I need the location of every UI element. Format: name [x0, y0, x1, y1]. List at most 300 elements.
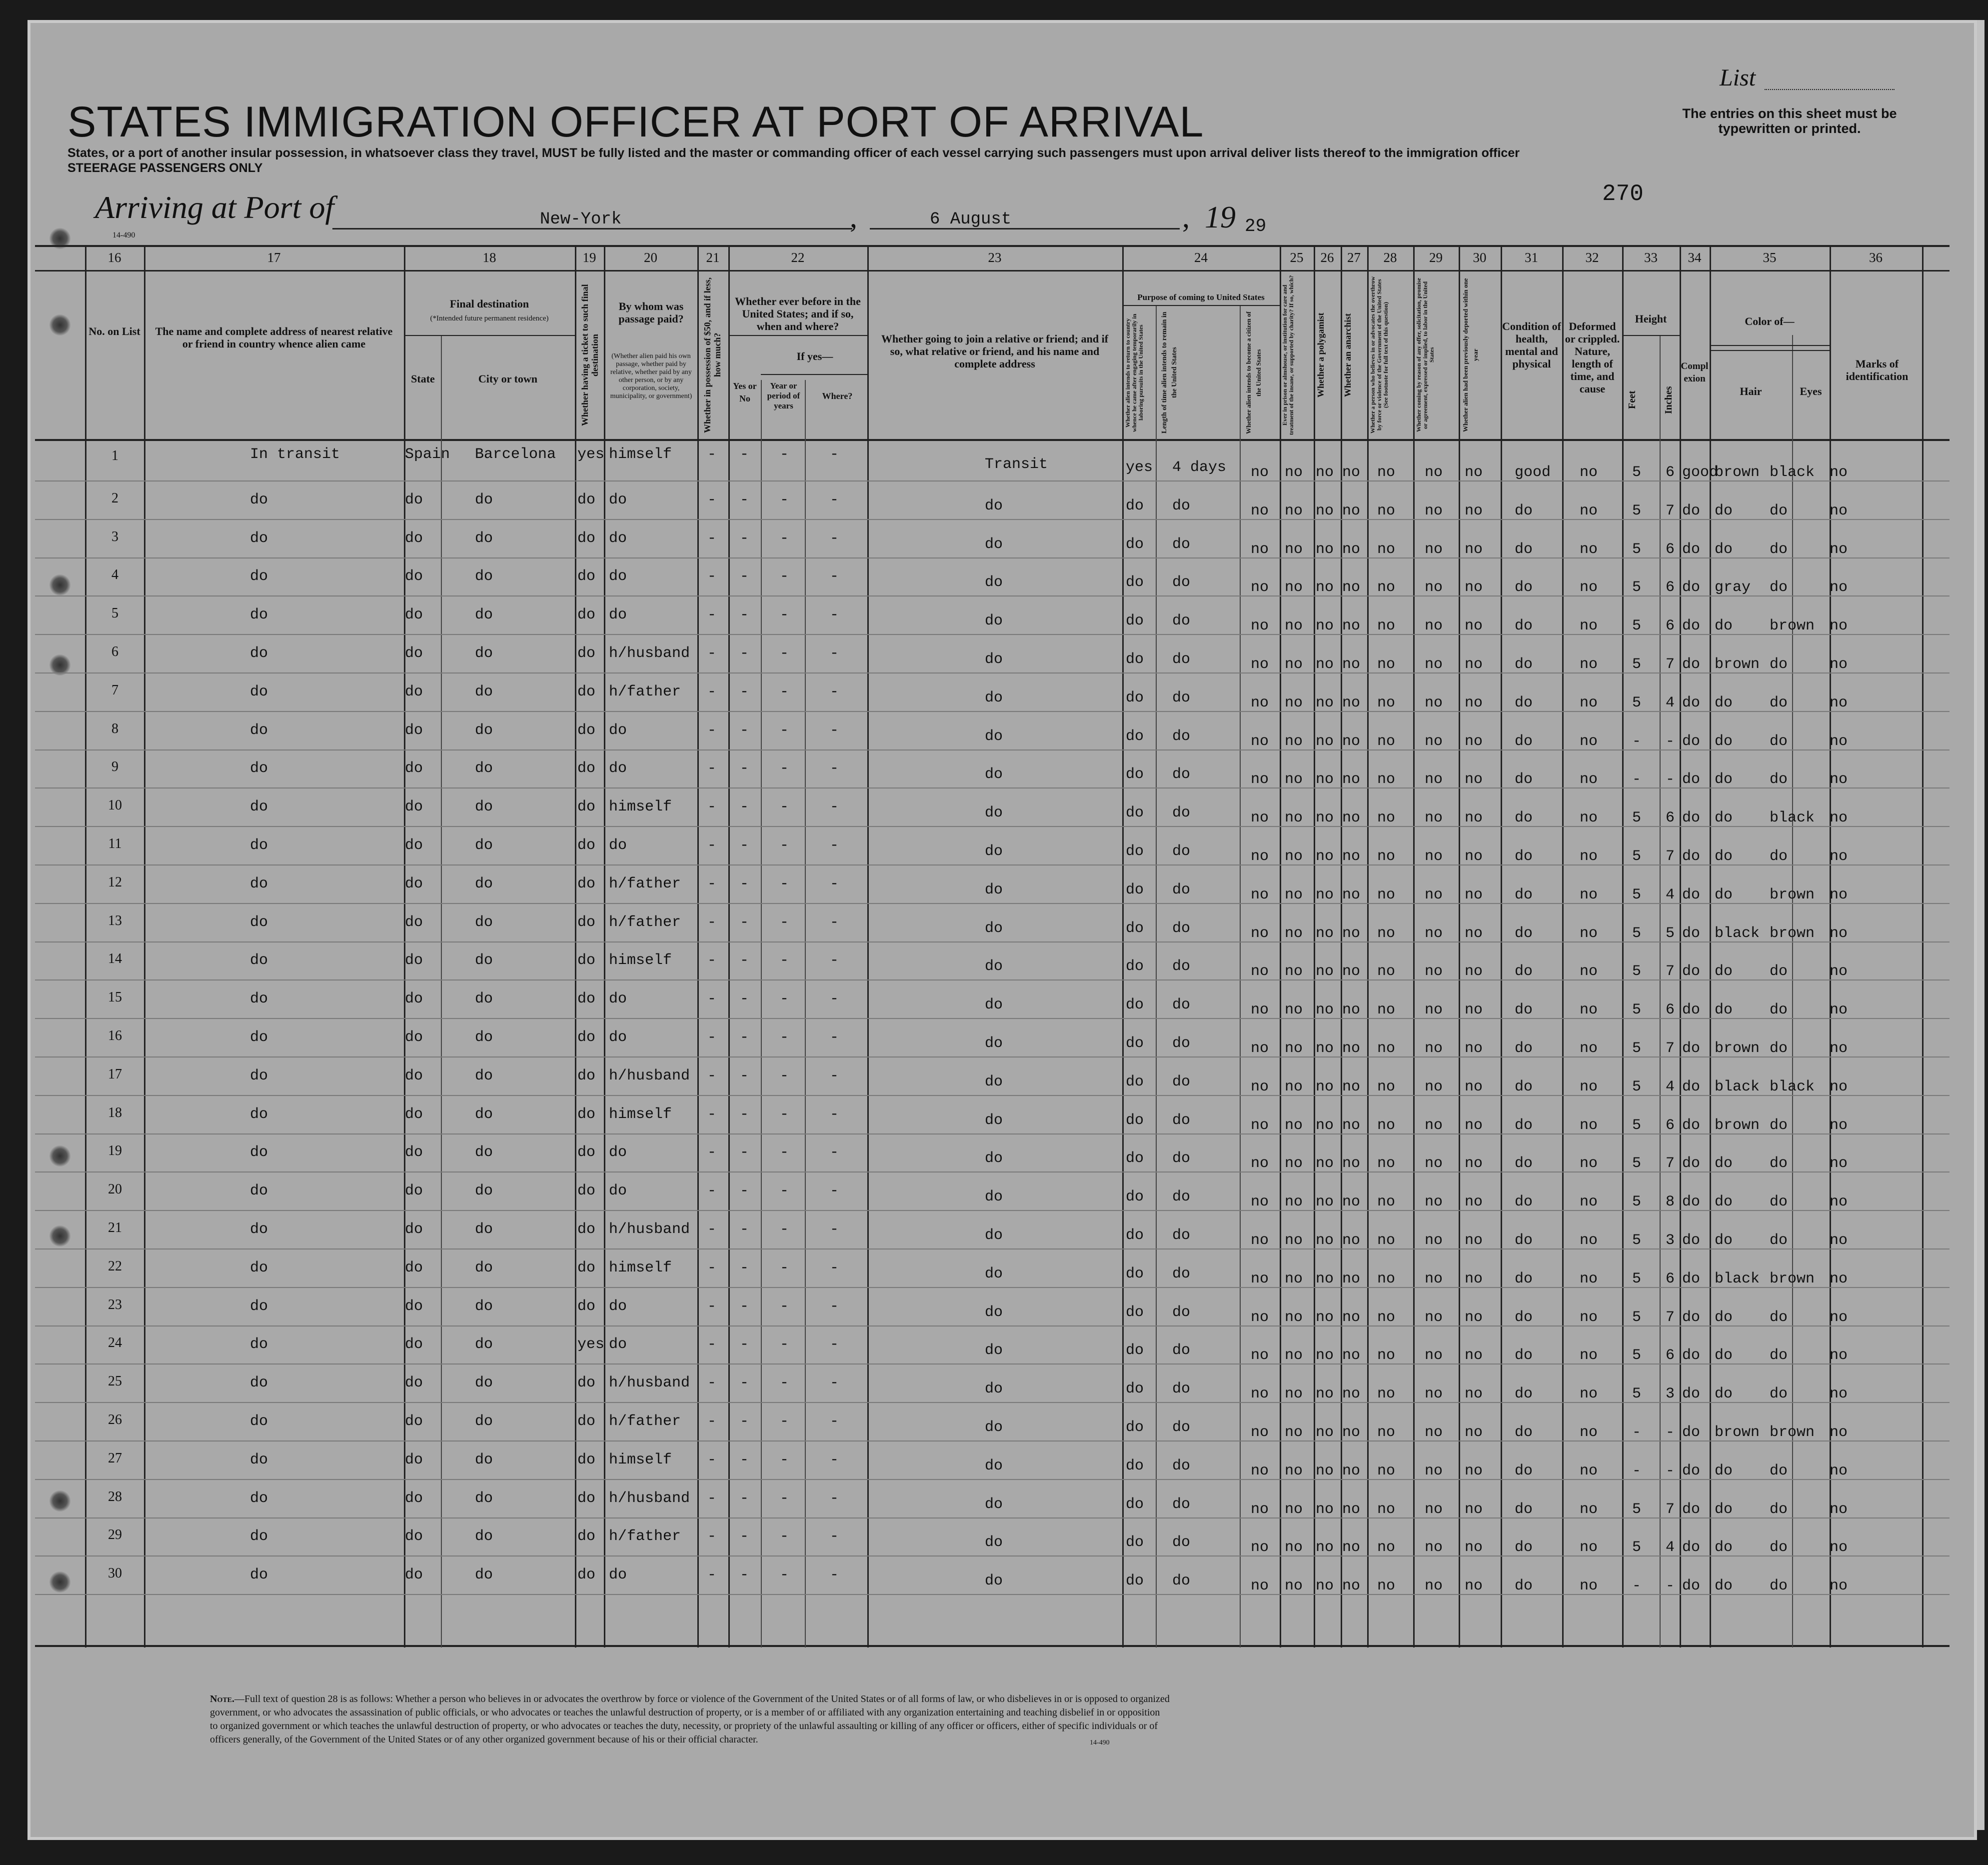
cell-feet: 5: [1632, 810, 1642, 826]
cell-before-yes-no: -: [740, 1182, 749, 1200]
cell-years: -: [780, 1452, 789, 1468]
cell-join-relative: Transit: [985, 456, 1048, 473]
cell-inches: 4: [1666, 886, 1675, 904]
cell-purpose-return: do: [1126, 1304, 1144, 1321]
cell-before-yes-no: -: [740, 1452, 749, 1468]
cell-anarchist: no: [1342, 1539, 1361, 1556]
cell-purpose-length: do: [1172, 1304, 1191, 1321]
cell-polygamist: no: [1316, 810, 1334, 826]
cell-state: Spain: [405, 446, 450, 463]
cell-contract-labor: no: [1425, 771, 1443, 788]
cell-before-yes-no: -: [740, 645, 749, 662]
cell-passage-paid: do: [609, 1298, 627, 1315]
cell-hair: do: [1715, 541, 1733, 558]
cell-eyes: do: [1770, 541, 1788, 558]
cell-purpose-citizen: no: [1251, 1501, 1269, 1518]
cell-deported: no: [1465, 1501, 1483, 1518]
table-rule: [761, 374, 867, 375]
cell-purpose-length: do: [1172, 536, 1191, 553]
cell-money: -: [707, 1068, 717, 1084]
cell-hair: do: [1715, 502, 1733, 520]
cell-join-relative: do: [985, 728, 1003, 745]
cell-feet: 5: [1632, 1194, 1642, 1210]
cell-join-relative: do: [985, 1342, 1003, 1359]
cell-before-yes-no: -: [740, 1298, 749, 1315]
cell-feet: 5: [1632, 1501, 1642, 1518]
cell-inches: 6: [1666, 464, 1675, 481]
table-row: [35, 636, 1950, 674]
cell-overthrow: no: [1377, 963, 1396, 980]
column-number: 23: [988, 250, 1002, 265]
cell-feet: -: [1632, 771, 1642, 788]
row-number: 16: [108, 1028, 122, 1044]
cell-complexion: do: [1682, 771, 1701, 788]
cell-overthrow: no: [1377, 1117, 1396, 1134]
cell-join-relative: do: [985, 1380, 1003, 1398]
cell-ticket: do: [577, 722, 596, 739]
cell-relative-address: do: [250, 530, 268, 547]
cell-deported: no: [1465, 656, 1483, 673]
cell-years: -: [780, 1068, 789, 1084]
cell-eyes: do: [1770, 502, 1788, 520]
cell-years: -: [780, 722, 789, 739]
cell-purpose-return: do: [1126, 690, 1144, 706]
cell-prison: no: [1285, 1002, 1303, 1018]
cell-complexion: do: [1682, 810, 1701, 826]
cell-state: do: [405, 1144, 423, 1161]
cell-overthrow: no: [1377, 618, 1396, 634]
cell-prison: no: [1285, 1424, 1303, 1441]
cell-passage-paid: h/husband: [609, 1221, 690, 1238]
cell-inches: 7: [1666, 1501, 1675, 1518]
cell-where: -: [830, 568, 839, 585]
cell-overthrow: no: [1377, 579, 1396, 596]
cell-city: do: [475, 1144, 493, 1161]
cell-purpose-citizen: no: [1251, 1155, 1269, 1172]
cell-purpose-return: yes: [1126, 459, 1153, 476]
cell-eyes: do: [1770, 1578, 1788, 1594]
cell-where: -: [830, 645, 839, 662]
cell-hair: do: [1715, 618, 1733, 634]
cell-feet: 5: [1632, 1270, 1642, 1288]
cell-where: -: [830, 990, 839, 1008]
cell-deformed: no: [1580, 925, 1598, 942]
cell-ticket: do: [577, 1490, 596, 1507]
cell-join-relative: do: [985, 1150, 1003, 1167]
cell-prison: no: [1285, 579, 1303, 596]
table-rule: [35, 1645, 1950, 1647]
cell-contract-labor: no: [1425, 541, 1443, 558]
year-typed: 29: [1245, 216, 1267, 236]
table-rule: [1710, 345, 1830, 346]
row-number: 27: [108, 1450, 122, 1466]
cell-before-yes-no: -: [740, 606, 749, 624]
cell-overthrow: no: [1377, 1539, 1396, 1556]
cell-hair: brown: [1715, 1040, 1760, 1057]
cell-deported: no: [1465, 1117, 1483, 1134]
cell-relative-address: do: [250, 1566, 268, 1584]
cell-polygamist: no: [1316, 1078, 1334, 1096]
cell-years: -: [780, 760, 789, 777]
row-number: 30: [108, 1566, 122, 1581]
cell-anarchist: no: [1342, 886, 1361, 904]
cell-complexion: do: [1682, 848, 1701, 865]
cell-purpose-length: do: [1172, 1380, 1191, 1398]
cell-eyes: do: [1770, 579, 1788, 596]
cell-polygamist: no: [1316, 579, 1334, 596]
table-rule: [35, 439, 1950, 441]
cell-purpose-citizen: no: [1251, 1232, 1269, 1249]
cell-complexion: do: [1682, 963, 1701, 980]
cell-prison: no: [1285, 925, 1303, 942]
cell-where: -: [830, 1298, 839, 1315]
cell-contract-labor: no: [1425, 1386, 1443, 1402]
cell-anarchist: no: [1342, 1578, 1361, 1594]
cell-relative-address: do: [250, 1221, 268, 1238]
header-purpose-length: Length of time alien intends to remain in the United States: [1161, 312, 1178, 434]
cell-purpose-return: do: [1126, 498, 1144, 514]
header-passage-paid-note: (Whether alien paid his own passage, whether paid by relative, whether paid by any other person, or by any corporation, society, municipality, or government): [610, 352, 692, 400]
cell-before-yes-no: -: [740, 1336, 749, 1353]
cell-marks: no: [1830, 963, 1848, 980]
cell-deported: no: [1465, 1462, 1483, 1480]
cell-overthrow: no: [1377, 1270, 1396, 1288]
cell-years: -: [780, 530, 789, 547]
row-number: 3: [111, 529, 118, 544]
cell-where: -: [830, 1029, 839, 1046]
cell-eyes: do: [1770, 1002, 1788, 1018]
header-passage-paid: By whom was passage paid?: [618, 300, 684, 325]
cell-health: do: [1515, 1578, 1533, 1594]
cell-state: do: [405, 1566, 423, 1584]
cell-relative-address: do: [250, 952, 268, 969]
cell-deported: no: [1465, 579, 1483, 596]
cell-polygamist: no: [1316, 1194, 1334, 1210]
row-number: 9: [111, 759, 118, 774]
cell-marks: no: [1830, 464, 1848, 481]
cell-join-relative: do: [985, 1534, 1003, 1551]
cell-purpose-return: do: [1126, 958, 1144, 975]
header-feet: Feet: [1627, 390, 1638, 410]
cell-anarchist: no: [1342, 1232, 1361, 1249]
cell-complexion: do: [1682, 1040, 1701, 1057]
cell-purpose-return: do: [1126, 1380, 1144, 1398]
cell-feet: -: [1632, 1462, 1642, 1480]
cell-complexion: do: [1682, 694, 1701, 712]
cell-purpose-citizen: no: [1251, 1309, 1269, 1326]
cell-where: -: [830, 1566, 839, 1584]
cell-city: do: [475, 837, 493, 854]
cell-money: -: [707, 798, 717, 816]
cell-inches: 3: [1666, 1232, 1675, 1249]
cell-purpose-length: do: [1172, 1534, 1191, 1551]
cell-polygamist: no: [1316, 541, 1334, 558]
cell-eyes: do: [1770, 771, 1788, 788]
cell-relative-address: do: [250, 606, 268, 624]
cell-before-yes-no: -: [740, 1566, 749, 1584]
cell-purpose-citizen: no: [1251, 1270, 1269, 1288]
column-number: 30: [1473, 250, 1487, 265]
cell-prison: no: [1285, 1501, 1303, 1518]
cell-anarchist: no: [1342, 1194, 1361, 1210]
header-no-on-list: No. on List: [88, 325, 140, 338]
cell-prison: no: [1285, 1155, 1303, 1172]
cell-state: do: [405, 1452, 423, 1468]
cell-eyes: do: [1770, 1040, 1788, 1057]
row-number: 23: [108, 1297, 122, 1312]
cell-purpose-length: do: [1172, 612, 1191, 630]
cell-feet: -: [1632, 1424, 1642, 1441]
cell-purpose-length: do: [1172, 1227, 1191, 1244]
cell-deported: no: [1465, 1424, 1483, 1441]
cell-before-yes-no: -: [740, 446, 749, 463]
header-relative-address: The name and complete address of nearest relative or friend in country whence alien came: [155, 325, 393, 350]
cell-ticket: do: [577, 1528, 596, 1545]
cell-city: do: [475, 1068, 493, 1084]
cell-state: do: [405, 914, 423, 931]
cell-eyes: black: [1770, 464, 1815, 481]
column-number: 20: [644, 250, 657, 265]
cell-eyes: do: [1770, 1194, 1788, 1210]
cell-relative-address: do: [250, 1374, 268, 1392]
cell-state: do: [405, 798, 423, 816]
cell-purpose-length: do: [1172, 1074, 1191, 1090]
cell-years: -: [780, 1221, 789, 1238]
cell-passage-paid: h/father: [609, 876, 681, 892]
row-number: 12: [108, 874, 122, 890]
cell-contract-labor: no: [1425, 1462, 1443, 1480]
cell-contract-labor: no: [1425, 1424, 1443, 1441]
cell-join-relative: do: [985, 574, 1003, 591]
cell-city: do: [475, 606, 493, 624]
cell-health: do: [1515, 925, 1533, 942]
cell-city: do: [475, 798, 493, 816]
cell-prison: no: [1285, 1117, 1303, 1134]
cell-deported: no: [1465, 1040, 1483, 1057]
cell-eyes: brown: [1770, 618, 1815, 634]
cell-inches: 6: [1666, 541, 1675, 558]
header-inches: Inches: [1663, 386, 1674, 414]
cell-passage-paid: do: [609, 760, 627, 777]
cell-years: -: [780, 876, 789, 892]
cell-deformed: no: [1580, 848, 1598, 865]
cell-anarchist: no: [1342, 1309, 1361, 1326]
row-number: 17: [108, 1066, 122, 1082]
header-final-destination-note: (*Intended future permanent residence): [430, 314, 549, 322]
cell-polygamist: no: [1316, 464, 1334, 481]
year-printed: 19: [1205, 200, 1236, 234]
cell-deported: no: [1465, 541, 1483, 558]
table-row: [35, 982, 1950, 1020]
cell-prison: no: [1285, 1194, 1303, 1210]
cell-purpose-citizen: no: [1251, 963, 1269, 980]
cell-inches: 6: [1666, 579, 1675, 596]
cell-passage-paid: do: [609, 1144, 627, 1161]
cell-prison: no: [1285, 1309, 1303, 1326]
cell-complexion: do: [1682, 1270, 1701, 1288]
cell-join-relative: do: [985, 1074, 1003, 1090]
cell-money: -: [707, 760, 717, 777]
cell-feet: 5: [1632, 848, 1642, 865]
cell-money: -: [707, 952, 717, 969]
cell-prison: no: [1285, 1270, 1303, 1288]
cell-anarchist: no: [1342, 694, 1361, 712]
cell-ticket: do: [577, 798, 596, 816]
cell-purpose-length: do: [1172, 843, 1191, 860]
cell-join-relative: do: [985, 1266, 1003, 1282]
cell-city: do: [475, 1298, 493, 1315]
cell-where: -: [830, 798, 839, 816]
cell-hair: black: [1715, 1078, 1760, 1096]
cell-complexion: do: [1682, 1462, 1701, 1480]
cell-purpose-length: do: [1172, 882, 1191, 898]
cell-purpose-return: do: [1126, 882, 1144, 898]
cell-before-yes-no: -: [740, 1413, 749, 1430]
cell-overthrow: no: [1377, 1501, 1396, 1518]
cell-purpose-length: 4 days: [1172, 459, 1227, 476]
cell-purpose-return: do: [1126, 804, 1144, 822]
cell-passage-paid: himself: [609, 1260, 672, 1276]
cell-before-yes-no: -: [740, 1106, 749, 1123]
cell-ticket: do: [577, 876, 596, 892]
cell-prison: no: [1285, 886, 1303, 904]
cell-purpose-length: do: [1172, 690, 1191, 706]
cell-city: do: [475, 1336, 493, 1353]
cell-relative-address: do: [250, 1336, 268, 1353]
cell-passage-paid: do: [609, 837, 627, 854]
cell-feet: 5: [1632, 1232, 1642, 1249]
cell-marks: no: [1830, 541, 1848, 558]
cell-anarchist: no: [1342, 1347, 1361, 1364]
cell-contract-labor: no: [1425, 618, 1443, 634]
cell-health: do: [1515, 848, 1533, 865]
cell-deformed: no: [1580, 963, 1598, 980]
cell-join-relative: do: [985, 1572, 1003, 1590]
cell-years: -: [780, 684, 789, 700]
cell-complexion: good: [1682, 464, 1719, 481]
cell-polygamist: no: [1316, 1232, 1334, 1249]
cell-inches: -: [1666, 1462, 1675, 1480]
cell-deported: no: [1465, 886, 1483, 904]
header-yes-no: Yes or No: [733, 381, 757, 404]
cell-deformed: no: [1580, 733, 1598, 750]
cell-years: -: [780, 1144, 789, 1161]
cell-passage-paid: do: [609, 568, 627, 585]
cell-deported: no: [1465, 1309, 1483, 1326]
cell-anarchist: no: [1342, 1424, 1361, 1441]
cell-ticket: do: [577, 1068, 596, 1084]
cell-feet: -: [1632, 1578, 1642, 1594]
cell-polygamist: no: [1316, 1462, 1334, 1480]
cell-state: do: [405, 1413, 423, 1430]
cell-join-relative: do: [985, 498, 1003, 514]
cell-ticket: do: [577, 568, 596, 585]
cell-purpose-length: do: [1172, 728, 1191, 745]
cell-inches: 7: [1666, 1155, 1675, 1172]
cell-purpose-citizen: no: [1251, 502, 1269, 520]
cell-polygamist: no: [1316, 1539, 1334, 1556]
cell-marks: no: [1830, 618, 1848, 634]
cell-deformed: no: [1580, 771, 1598, 788]
row-number: 10: [108, 798, 122, 813]
header-health: Condition of health, mental and physical: [1502, 320, 1561, 370]
cell-purpose-citizen: no: [1251, 925, 1269, 942]
cell-relative-address: do: [250, 914, 268, 931]
cell-eyes: black: [1770, 1078, 1815, 1096]
cell-deported: no: [1465, 694, 1483, 712]
cell-ticket: do: [577, 837, 596, 854]
cell-deported: no: [1465, 1155, 1483, 1172]
row-number: 26: [108, 1412, 122, 1428]
cell-feet: 5: [1632, 886, 1642, 904]
row-number: 29: [108, 1527, 122, 1542]
cell-passage-paid: h/husband: [609, 1490, 690, 1507]
list-number-field[interactable]: [1765, 89, 1895, 90]
cell-inches: 7: [1666, 1040, 1675, 1057]
cell-deported: no: [1465, 1078, 1483, 1096]
cell-purpose-length: do: [1172, 1458, 1191, 1474]
cell-passage-paid: do: [609, 1182, 627, 1200]
cell-join-relative: do: [985, 996, 1003, 1014]
cell-purpose-length: do: [1172, 651, 1191, 668]
cell-contract-labor: no: [1425, 464, 1443, 481]
cell-polygamist: no: [1316, 618, 1334, 634]
cell-join-relative: do: [985, 1227, 1003, 1244]
row-number: 18: [108, 1105, 122, 1120]
cell-money: -: [707, 1260, 717, 1276]
cell-contract-labor: no: [1425, 1309, 1443, 1326]
column-number: 33: [1644, 250, 1658, 265]
cell-deformed: no: [1580, 1578, 1598, 1594]
cell-ticket: yes: [577, 446, 605, 463]
cell-ticket: do: [577, 1144, 596, 1161]
row-number: 7: [111, 682, 118, 698]
cell-prison: no: [1285, 1386, 1303, 1402]
cell-hair: do: [1715, 1002, 1733, 1018]
cell-marks: no: [1830, 1270, 1848, 1288]
cell-hair: do: [1715, 1462, 1733, 1480]
cell-hair: do: [1715, 1155, 1733, 1172]
cell-before-yes-no: -: [740, 1528, 749, 1545]
cell-ticket: do: [577, 1106, 596, 1123]
cell-city: do: [475, 760, 493, 777]
cell-purpose-return: do: [1126, 536, 1144, 553]
cell-inches: 6: [1666, 618, 1675, 634]
cell-prison: no: [1285, 618, 1303, 634]
cell-years: -: [780, 1528, 789, 1545]
cell-contract-labor: no: [1425, 1578, 1443, 1594]
cell-health: do: [1515, 810, 1533, 826]
header-hair: Hair: [1740, 385, 1762, 398]
cell-marks: no: [1830, 925, 1848, 942]
cell-join-relative: do: [985, 1496, 1003, 1513]
cell-health: do: [1515, 1270, 1533, 1288]
cell-overthrow: no: [1377, 848, 1396, 865]
cell-purpose-citizen: no: [1251, 1078, 1269, 1096]
cell-join-relative: do: [985, 1112, 1003, 1129]
cell-purpose-citizen: no: [1251, 1462, 1269, 1480]
header-money: Whether in possession of $50, and if less, how much?: [702, 277, 722, 433]
manifest-table: [35, 245, 1950, 1648]
cell-hair: do: [1715, 1309, 1733, 1326]
cell-deported: no: [1465, 1232, 1483, 1249]
cell-purpose-citizen: no: [1251, 1040, 1269, 1057]
table-row: [35, 1174, 1950, 1212]
cell-state: do: [405, 530, 423, 547]
cell-ticket: do: [577, 1182, 596, 1200]
cell-hair: do: [1715, 1386, 1733, 1402]
column-number: 18: [482, 250, 496, 265]
